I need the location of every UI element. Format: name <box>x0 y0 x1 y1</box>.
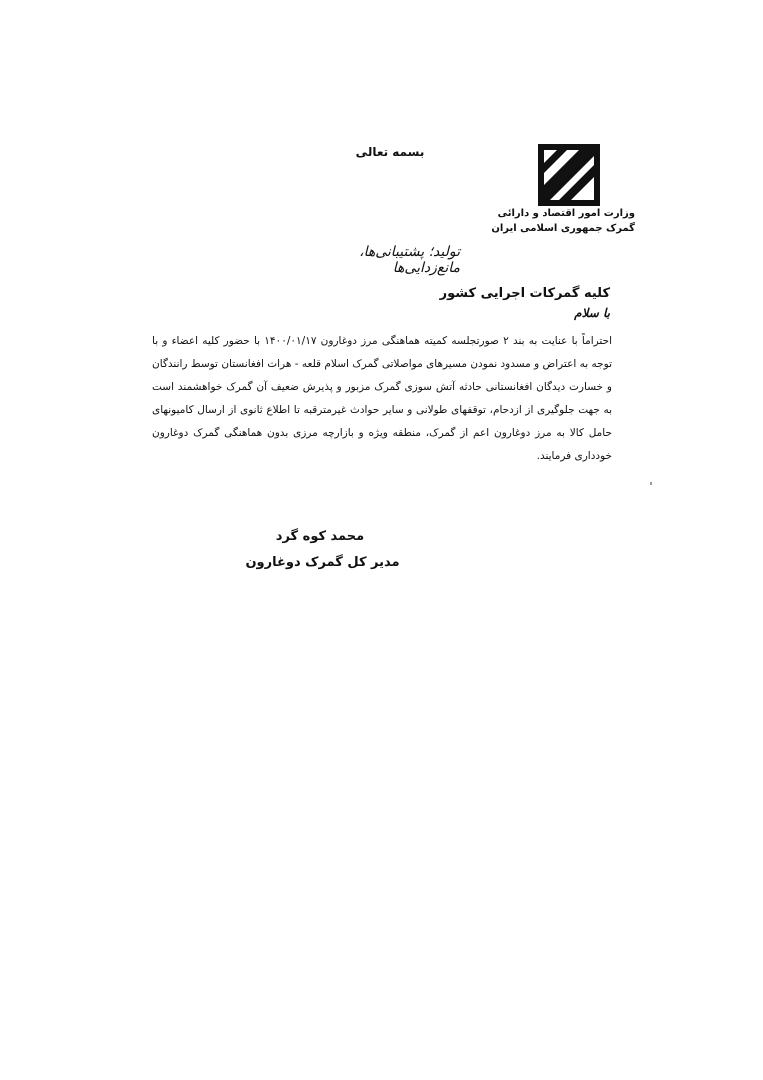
ministry-line-1: وزارت امور اقتصاد و دارائی <box>497 208 635 219</box>
basmala-heading: بسمه تعالی <box>355 145 425 159</box>
customs-emblem-icon <box>538 144 600 206</box>
signer-name: محمد کوه گرد <box>275 529 365 544</box>
year-slogan: تولید؛ پشتیبانی‌ها، مانع‌زدایی‌ها <box>359 244 460 276</box>
scan-speck <box>650 482 652 485</box>
letter-body: احتراماً با عنایت به بند ۲ صورتجلسه کمیته هماهنگی مرز دوغارون ۱۴۰۰/۰۱/۱۷ با حضور کلیه اعضاء و با توجه به اعتراض و مسدود نمودن مسیرهای مواصلاتی گمرک اسلام قلعه - هرات افغانستان توسط رانندگان و خسارت دیدگان افغانستانی حادثه آتش سوزی گمرک مزبور و پذیرش ضعیف آن گمرک خواهشمند است به جهت جلوگیری از ازدحام، توقفهای طولانی و سایر حوادث غیرمترقبه تا اطلاع ثانوی از ارسال کامیونهای حامل کالا به مرز دوغارون اعم از گمرک، منطقه ویژه و بازارچه مرزی بدون هماهنگی گمرک دوغارون خودداری فرمایند. <box>152 335 612 462</box>
ministry-header <box>491 206 635 236</box>
salutation: با سلام <box>574 306 610 320</box>
recipient-line: کلیه گمرکات اجرایی کشور <box>439 286 610 301</box>
ministry-line-2: گمرک جمهوری اسلامی ایران <box>491 223 635 234</box>
signer-title: مدیر کل گمرک دوغارون <box>245 555 400 570</box>
